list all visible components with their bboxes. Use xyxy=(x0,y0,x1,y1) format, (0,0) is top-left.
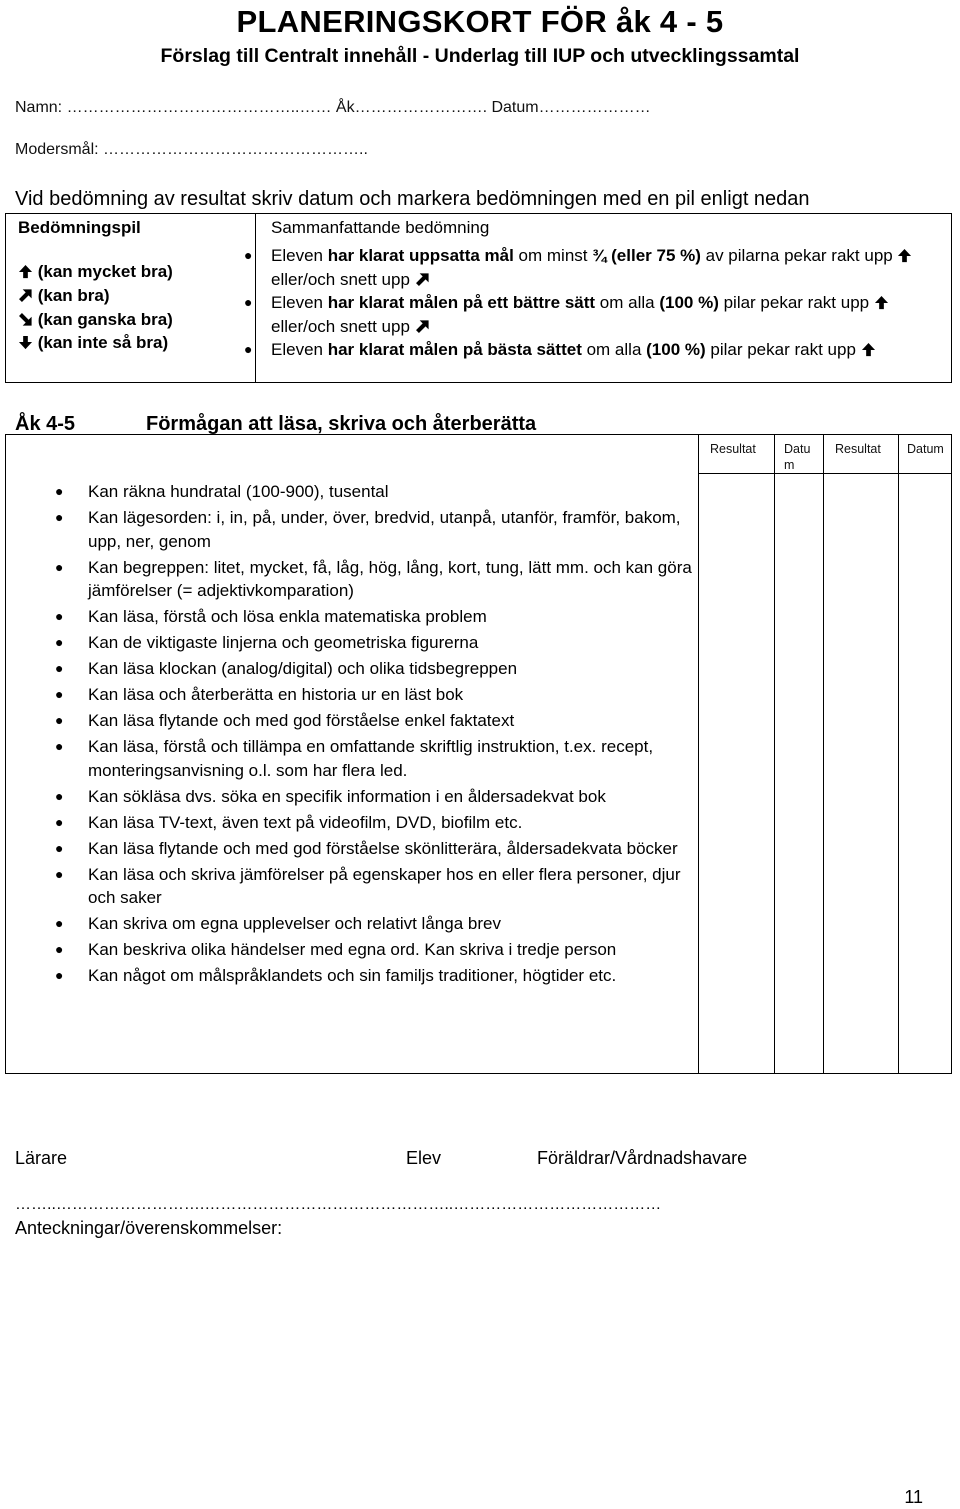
skill-text: Kan de viktigaste linjerna och geometriska figurerna xyxy=(88,633,479,653)
skill-text: Kan något om målspråklandets och sin familjs traditioner, högtider etc. xyxy=(88,966,617,986)
legend-arrow-item xyxy=(18,286,110,306)
skill-item xyxy=(55,480,698,504)
bullet-icon: ● xyxy=(55,558,64,575)
arrow-up-icon xyxy=(18,264,33,279)
column-header-result: Resultat xyxy=(710,442,756,456)
skill-text: Kan läsa flytande och med god förståelse enkel faktatext xyxy=(88,711,515,731)
bullet-icon: ● xyxy=(55,608,64,625)
skill-text: Kan skriva om egna upplevelser och relativt långa brev xyxy=(88,914,501,934)
bullet-icon: ● xyxy=(55,787,64,804)
notes-label: Anteckningar/överenskommelser: xyxy=(15,1218,283,1238)
criterion-text: eller/och snett upp xyxy=(271,316,415,336)
criterion-text: Eleven xyxy=(271,340,328,359)
criterion-text: pilar pekar rakt upp xyxy=(718,293,874,312)
arrow-up-icon xyxy=(861,342,876,357)
skill-item xyxy=(55,683,698,707)
criterion-text: av pilarna pekar rakt upp xyxy=(700,246,898,265)
arrow-up-icon xyxy=(897,248,912,263)
skills-table xyxy=(5,434,952,1074)
criterion-text: om minst xyxy=(513,246,593,265)
arrow-down-right-icon xyxy=(18,312,33,327)
skill-text: Kan lägesorden: i, in, på, under, över, bredvid, utanpå, utanför, framför, bakom, upp, ner, genom xyxy=(88,507,681,551)
skill-text: Kan läsa och återberätta en historia ur en läst bok xyxy=(88,685,464,705)
summary-criterion xyxy=(244,291,941,338)
criterion-bold: (100 %) xyxy=(659,293,719,312)
bullet-icon: ● xyxy=(55,915,64,932)
bullet-icon: ● xyxy=(55,941,64,958)
skill-text: Kan sökläsa dvs. söka en specifik information i en åldersadekvat bok xyxy=(88,786,606,806)
summary-criterion xyxy=(244,338,941,362)
bullet-icon: ● xyxy=(55,483,64,499)
criterion-text: om alla xyxy=(581,340,647,359)
name-grade-date-field[interactable]: Namn: ……………………………………..…… Åk……………………. Datum………………… xyxy=(15,99,651,116)
arrow-down-icon xyxy=(18,335,33,350)
assessment-instructions: Vid bedömning av resultat skriv datum och markera bedömningen med en pil enligt nedan xyxy=(15,188,810,210)
arrow-up-right-icon xyxy=(415,319,430,334)
criterion-bold: ¾ (eller 75 %) xyxy=(592,246,701,265)
column-divider xyxy=(774,435,775,1073)
signature-parent: Föräldrar/Vårdnadshavare xyxy=(537,1148,748,1168)
legend-arrow-item xyxy=(18,333,168,353)
skill-item xyxy=(55,709,698,733)
signature-teacher: Lärare xyxy=(15,1148,68,1168)
signature-line[interactable]: ……..……………………….………………………………………..………………………………… xyxy=(15,1196,662,1213)
legend-arrow-label: (kan inte så bra) xyxy=(37,333,169,352)
criterion-bold: har klarat målen på ett bättre sätt xyxy=(327,293,596,312)
assessment-legend xyxy=(5,213,952,383)
summary-criterion xyxy=(244,244,941,291)
legend-summary-heading: Sammanfattande bedömning xyxy=(271,218,490,237)
bullet-icon: ● xyxy=(55,660,64,677)
bullet-icon: ● xyxy=(55,839,64,856)
criterion-text: om alla xyxy=(595,293,660,312)
column-header-date: Datum xyxy=(907,442,944,456)
skill-item xyxy=(55,863,698,910)
legend-divider xyxy=(255,214,256,382)
bullet-icon: ● xyxy=(55,813,64,830)
skill-text: Kan läsa, förstå och lösa enkla matematiska problem xyxy=(88,607,487,627)
skill-item xyxy=(55,837,698,861)
grade-heading: Åk 4-5 xyxy=(15,413,76,435)
arrow-up-right-icon xyxy=(415,272,430,287)
legend-arrow-heading: Bedömningspil xyxy=(18,218,141,237)
skill-item xyxy=(55,657,698,681)
skill-item xyxy=(55,735,698,782)
bullet-icon: ● xyxy=(55,738,64,755)
skill-item xyxy=(55,631,698,655)
criterion-bold: har klarat målen på bästa sättet xyxy=(327,340,582,359)
skill-item xyxy=(55,912,698,936)
criterion-text: eller/och snett upp xyxy=(271,269,415,289)
bullet-icon: ● xyxy=(55,967,64,984)
column-divider xyxy=(698,435,699,1073)
skill-item xyxy=(55,964,698,988)
arrow-up-icon xyxy=(874,295,889,310)
column-divider xyxy=(898,435,899,1073)
page-title: PLANERINGSKORT FÖR åk 4 - 5 xyxy=(236,4,724,39)
bullet-icon: ● xyxy=(55,508,64,525)
skill-text: Kan beskriva olika händelser med egna ord. Kan skriva i tredje person xyxy=(88,940,617,960)
page-number: 11 xyxy=(904,1487,923,1507)
bullet-icon: ● xyxy=(244,341,253,357)
skill-text: Kan läsa TV-text, även text på videofilm, DVD, biofilm etc. xyxy=(88,812,523,832)
criterion-text: Eleven xyxy=(271,293,328,312)
legend-arrow-label: (kan bra) xyxy=(37,286,110,305)
skill-text: Kan läsa flytande och med god förståelse skönlitterära, åldersadekvata böcker xyxy=(88,838,678,858)
bullet-icon: ● xyxy=(55,686,64,703)
bullet-icon: ● xyxy=(244,247,253,263)
legend-arrow-item xyxy=(18,310,173,330)
legend-arrow-label: (kan mycket bra) xyxy=(37,262,173,281)
skills-list xyxy=(55,480,698,990)
bullet-icon: ● xyxy=(55,865,64,882)
arrow-up-right-icon xyxy=(18,288,33,303)
legend-arrow-label: (kan ganska bra) xyxy=(37,310,173,329)
skill-text: Kan läsa, förstå och tillämpa en omfattande skriftlig instruktion, t.ex. recept, monteringsanvisning o.l. som har flera led. xyxy=(88,737,654,780)
column-header-result: Resultat xyxy=(835,442,881,456)
column-header-date: Datu m xyxy=(784,442,811,472)
skill-item xyxy=(55,556,698,603)
criterion-bold: har klarat uppsatta mål xyxy=(327,246,514,265)
criterion-bold: (100 %) xyxy=(646,340,706,359)
legend-arrow-item xyxy=(18,262,173,282)
header-divider xyxy=(698,473,951,474)
bullet-icon: ● xyxy=(244,294,253,310)
column-divider xyxy=(823,435,824,1073)
skill-text: Kan räkna hundratal (100-900), tusental xyxy=(88,482,389,501)
criterion-text: pilar pekar rakt upp xyxy=(705,340,861,359)
skill-item xyxy=(55,938,698,962)
native-language-field[interactable]: Modersmål: ………………………………………….. xyxy=(15,141,368,158)
skill-text: Kan läsa klockan (analog/digital) och olika tidsbegreppen xyxy=(88,659,518,679)
signature-student: Elev xyxy=(406,1148,442,1168)
skill-text: Kan läsa och skriva jämförelser på egenskaper hos en eller flera personer, djur och saker xyxy=(88,864,681,908)
page-subtitle: Förslag till Centralt innehåll - Underlag till IUP och utvecklingssamtal xyxy=(160,45,800,67)
section-heading: Förmågan att läsa, skriva och återberätta xyxy=(146,413,537,435)
skill-item xyxy=(55,811,698,835)
skill-text: Kan begreppen: litet, mycket, få, låg, hög, lång, kort, tung, lätt mm. och kan göra jämförelser (= adjektivkomparation) xyxy=(88,557,692,601)
bullet-icon: ● xyxy=(55,634,64,651)
summary-criteria-list xyxy=(244,244,941,362)
criterion-text: Eleven xyxy=(271,246,328,265)
bullet-icon: ● xyxy=(55,712,64,729)
skill-item xyxy=(55,605,698,629)
skill-item xyxy=(55,785,698,809)
skill-item xyxy=(55,506,698,553)
